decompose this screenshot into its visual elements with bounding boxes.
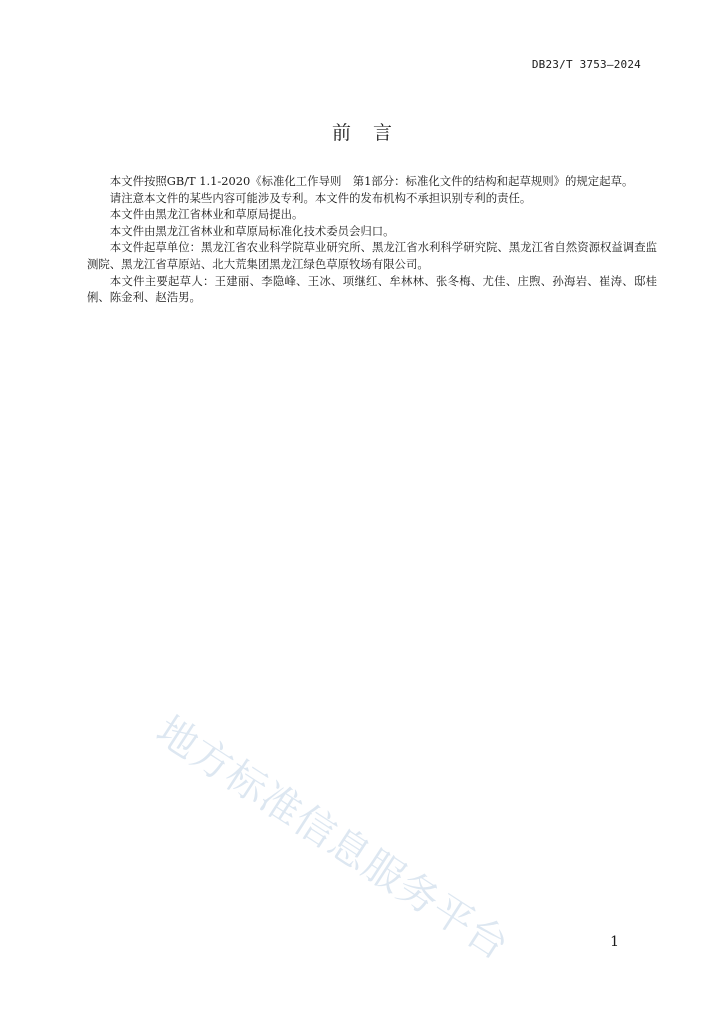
paragraph-drafting-rules: 本文件按照GB/T 1.1-2020《标准化工作导则 第1部分：标准化文件的结构和起草规则》的规定起草。 bbox=[109, 174, 634, 188]
paragraph-drafters: 本文件主要起草人：王建丽、李隐峰、王冰、项继红、牟林林、张冬梅、尤佳、庄煦、孙海岩、崔涛、邸桂俐、陈金利、赵浩男。 bbox=[87, 273, 657, 305]
paragraph-patent-notice: 请注意本文件的某些内容可能涉及专利。本文件的发布机构不承担识别专利的责任。 bbox=[109, 190, 532, 205]
watermark: 地方标准信息服务平台 bbox=[148, 707, 517, 970]
document-code: DB23/T 3753—2024 bbox=[531, 58, 641, 71]
paragraph-committee: 本文件由黑龙江省林业和草原局标准化技术委员会归口。 bbox=[109, 223, 395, 238]
paragraph-drafting-units: 本文件起草单位：黑龙江省农业科学院草业研究所、黑龙江省水利科学研究院、黑龙江省自然资源权益调查监测院、黑龙江省草原站、北大荒集团黑龙江绿色草原牧场有限公司。 bbox=[87, 240, 657, 271]
page-title: 前言 bbox=[331, 122, 414, 144]
foreword-body bbox=[87, 173, 657, 306]
page-number: 1 bbox=[610, 934, 619, 950]
paragraph-proposer: 本文件由黑龙江省林业和草原局提出。 bbox=[109, 207, 304, 222]
